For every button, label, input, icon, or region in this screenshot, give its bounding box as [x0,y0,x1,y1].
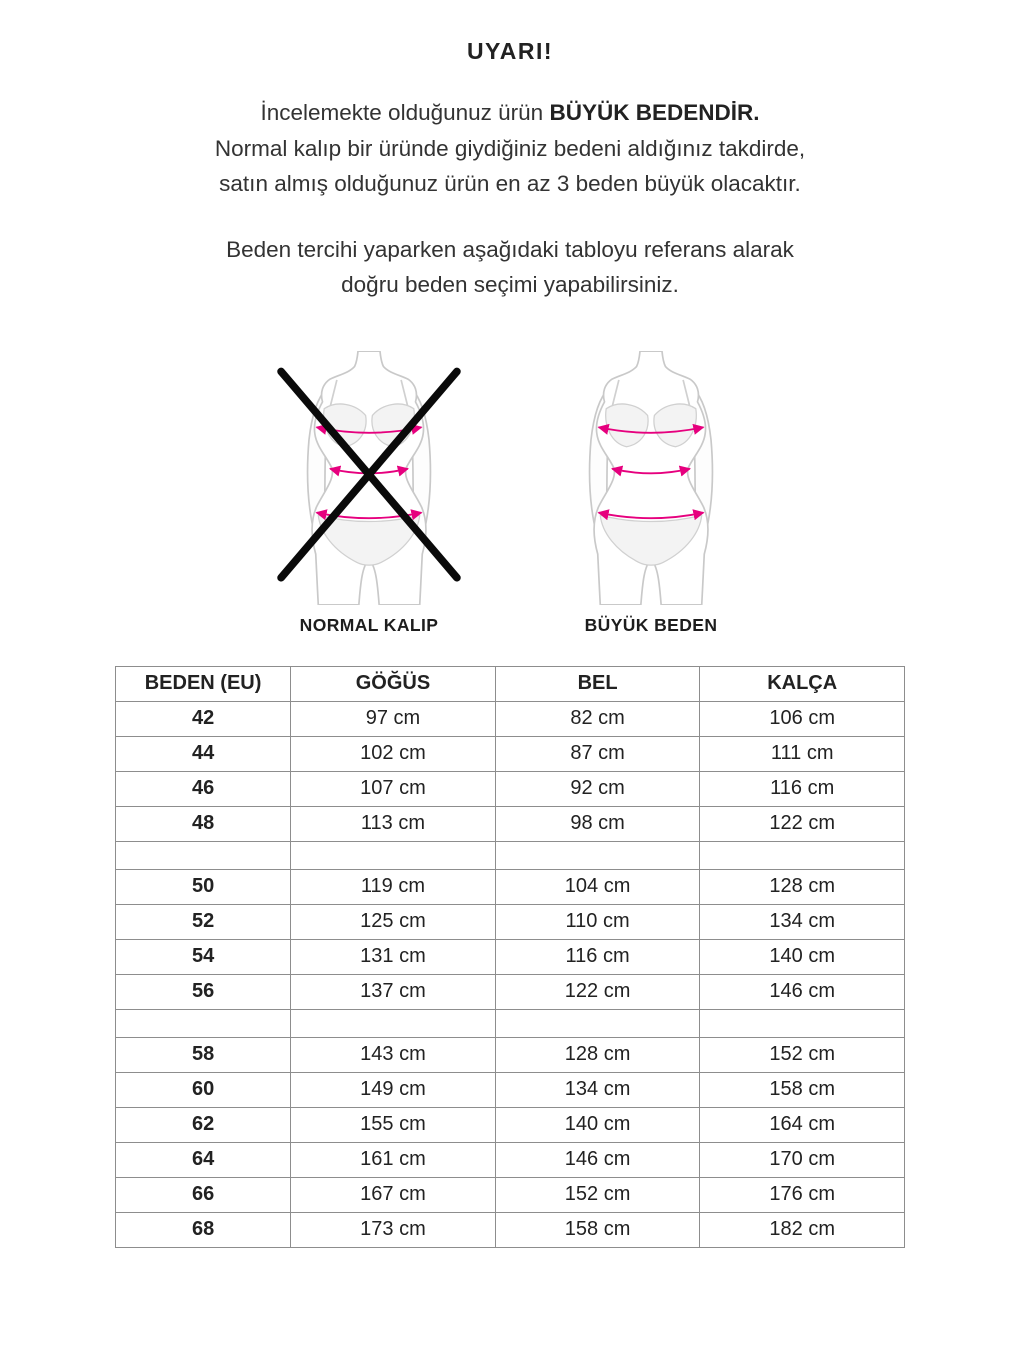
measurement-cell: 164 cm [700,1107,905,1142]
warning-highlight: BÜYÜK BEDENDİR. [549,100,760,125]
measurement-cell: 137 cm [291,974,496,1009]
measurement-cell: 152 cm [700,1037,905,1072]
measurement-cell: 98 cm [495,806,700,841]
measurement-cell: 87 cm [495,736,700,771]
advice-line2: doğru beden seçimi yapabilirsiniz. [341,272,679,298]
size-table-header-cell: BEDEN (EU) [116,666,291,701]
measurement-cell: 107 cm [291,771,496,806]
measurement-cell: 149 cm [291,1072,496,1107]
table-row [116,806,905,841]
measurement-cell: 134 cm [495,1072,700,1107]
advice-line1: Beden tercihi yaparken aşağıdaki tabloyu referans alarak [226,236,794,262]
size-cell: 68 [116,1212,291,1247]
measurement-cell: 125 cm [291,904,496,939]
measurement-cell: 128 cm [495,1037,700,1072]
measurement-cell: 176 cm [700,1177,905,1212]
plus-size-figure-block [551,351,751,636]
size-cell: 60 [116,1072,291,1107]
table-row [116,771,905,806]
page-title: UYARI! [466,38,554,64]
table-row [116,1107,905,1142]
measurement-cell: 140 cm [495,1107,700,1142]
measurement-cell [700,841,905,869]
normal-fit-figure-block [269,351,469,636]
size-table [115,666,905,1248]
size-cell: 50 [116,869,291,904]
table-row [116,736,905,771]
size-cell: 48 [116,806,291,841]
size-cell: 58 [116,1037,291,1072]
measurement-cell: 116 cm [495,939,700,974]
table-row [116,701,905,736]
table-row [116,1037,905,1072]
normal-fit-label: NORMAL KALIP [299,614,439,635]
measurement-cell: 97 cm [291,701,496,736]
measurement-cell: 152 cm [495,1177,700,1212]
warning-line2: Normal kalıp bir üründe giydiğiniz bedeni aldığınız takdirde, [214,135,806,161]
measurement-cell: 106 cm [700,701,905,736]
measurement-cell [495,841,700,869]
table-row [116,1009,905,1037]
size-table-body [116,701,905,1247]
size-cell [116,841,291,869]
size-table-header-cell: GÖĞÜS [291,666,496,701]
measurement-cell: 140 cm [700,939,905,974]
measurement-cell: 102 cm [291,736,496,771]
warning-intro: İncelemekte olduğunuz ürün [260,100,544,125]
measurement-cell: 167 cm [291,1177,496,1212]
size-table-header-row [116,666,905,701]
table-row [116,939,905,974]
size-cell: 64 [116,1142,291,1177]
measurement-cell: 111 cm [700,736,905,771]
measurement-cell [291,1009,496,1037]
measurement-cell: 158 cm [700,1072,905,1107]
size-cell: 66 [116,1177,291,1212]
measurement-cell: 92 cm [495,771,700,806]
measurement-cell [700,1009,905,1037]
measurement-cell: 146 cm [495,1142,700,1177]
table-row [116,869,905,904]
size-cell: 42 [116,701,291,736]
size-cell: 52 [116,904,291,939]
measurement-cell: 104 cm [495,869,700,904]
measurement-cell: 82 cm [495,701,700,736]
size-cell [116,1009,291,1037]
warning-paragraph [40,95,980,202]
table-row [116,841,905,869]
measurement-cell: 119 cm [291,869,496,904]
measurement-cell: 116 cm [700,771,905,806]
measurement-cell: 173 cm [291,1212,496,1247]
measurement-cell [495,1009,700,1037]
measurement-cell: 155 cm [291,1107,496,1142]
size-table-header-cell: BEL [495,666,700,701]
plus-size-figure [558,351,744,605]
measurement-cell: 143 cm [291,1037,496,1072]
warning-line3: satın almış olduğunuz ürün en az 3 beden büyük olacaktır. [219,171,801,197]
measurement-cell: 158 cm [495,1212,700,1247]
size-cell: 46 [116,771,291,806]
measurement-cell: 131 cm [291,939,496,974]
normal-fit-figure [276,351,462,605]
size-cell: 54 [116,939,291,974]
table-row [116,904,905,939]
table-row [116,974,905,1009]
measurement-cell: 122 cm [495,974,700,1009]
measurement-cell: 170 cm [700,1142,905,1177]
figure-comparison [0,351,1020,636]
measurement-cell [291,841,496,869]
advice-paragraph [40,232,980,303]
table-row [116,1142,905,1177]
measurement-cell: 161 cm [291,1142,496,1177]
table-row [116,1177,905,1212]
table-row [116,1072,905,1107]
measurement-cell: 128 cm [700,869,905,904]
measurement-cell: 146 cm [700,974,905,1009]
measurement-cell: 122 cm [700,806,905,841]
measurement-cell: 113 cm [291,806,496,841]
measurement-cell: 182 cm [700,1212,905,1247]
size-cell: 56 [116,974,291,1009]
size-table-header-cell: KALÇA [700,666,905,701]
size-cell: 44 [116,736,291,771]
table-row [116,1212,905,1247]
measurement-cell: 134 cm [700,904,905,939]
measurement-cell: 110 cm [495,904,700,939]
size-cell: 62 [116,1107,291,1142]
plus-size-label: BÜYÜK BEDEN [584,614,718,635]
